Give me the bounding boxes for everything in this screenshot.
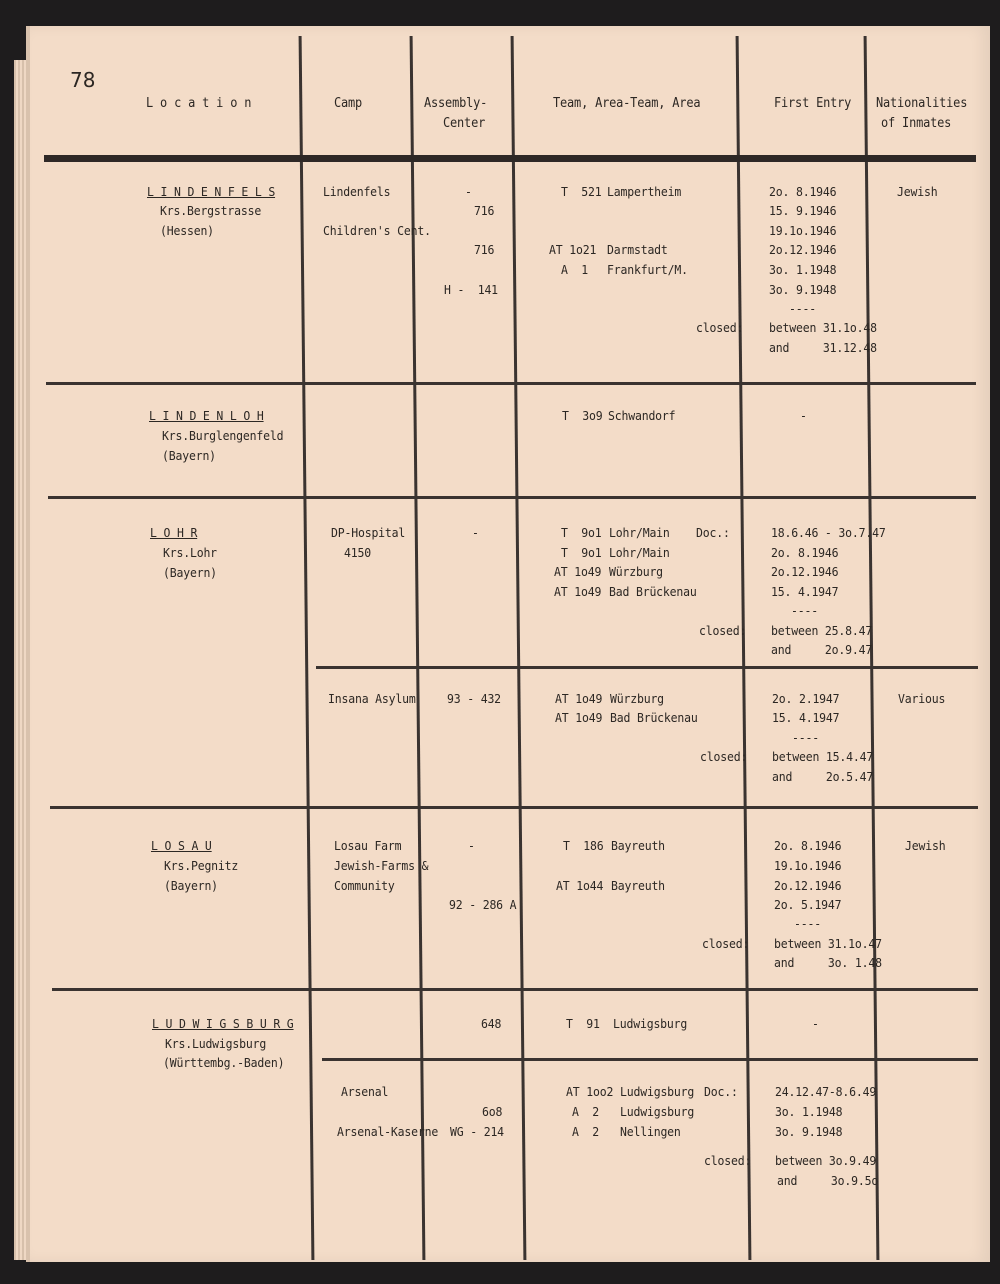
team-code: A 2 [572,1124,599,1139]
row-rule [48,496,976,499]
location-kreis: Krs.Pegnitz [164,858,239,873]
camp-name: Arsenal-Kaserne [337,1124,439,1139]
header-rule [44,155,976,162]
camp-name: Losau Farm [334,838,402,853]
entry-date: 2o.12.1946 [769,242,837,257]
location-name: L O H R [150,525,198,540]
header-assembly-line1: Assembly- [424,96,488,111]
doc-label: Doc.: [696,525,730,540]
team-place: Bad Brückenau [609,584,697,599]
camp-name: DP-Hospital [331,525,406,540]
assembly-center: 93 - 432 [447,691,501,706]
camp-number: 4150 [344,545,371,560]
row-rule [322,1058,978,1061]
closed-and: and 31.12.48 [769,340,877,355]
team-code: AT 1o49 [554,584,602,599]
entry-date: 19.1o.1946 [769,223,837,238]
team-place: Nellingen [620,1124,681,1139]
team-code: T 3o9 [562,408,603,423]
location-kreis: Krs.Burglengenfeld [162,428,284,443]
entry-date: 2o. 8.1946 [774,838,842,853]
team-place: Würzburg [610,691,664,706]
header-nationalities-line1: Nationalities [876,96,968,111]
camp-name: Community [334,878,395,893]
closed-label: closed: [696,320,744,335]
entry-date: - [812,1016,819,1031]
location-name: L U D W I G S B U R G [152,1016,294,1031]
entry-separator: ---- [789,301,816,316]
entry-date: 19.1o.1946 [774,858,842,873]
entry-date: 3o. 1.1948 [775,1104,843,1119]
team-place: Bayreuth [611,878,665,893]
team-code: AT 1o49 [554,564,602,579]
closed-label: closed: [702,936,750,951]
team-place: Bayreuth [611,838,665,853]
team-place: Schwandorf [608,408,676,423]
entry-date: 2o. 5.1947 [774,897,842,912]
header-location: L o c a t i o n [146,96,252,111]
header-assembly-line2: Center [443,116,486,131]
entry-date: 24.12.47-8.6.49 [775,1084,877,1099]
entry-date: 3o. 1.1948 [769,262,837,277]
team-place: Würzburg [609,564,663,579]
location-land: (Bayern) [162,448,216,463]
header-camp: Camp [334,96,363,111]
closed-between: between 3o.9.49 [775,1153,877,1168]
doc-label: Doc.: [704,1084,738,1099]
team-code: AT 1o49 [555,691,603,706]
entry-date: 2o. 8.1946 [769,184,837,199]
header-team: Team, Area-Team, Area [553,96,701,111]
assembly-center: H - 141 [444,282,498,297]
entry-separator: ---- [792,730,819,745]
location-land: (Bayern) [164,878,218,893]
team-code: A 2 [572,1104,599,1119]
closed-and: and 3o.9.5o [777,1173,879,1188]
header-first-entry: First Entry [774,96,852,111]
team-code: A 1 [561,262,588,277]
team-code: AT 1o49 [555,710,603,725]
closed-and: and 2o.5.47 [772,769,874,784]
closed-and: and 3o. 1.48 [774,955,882,970]
team-code: T 9o1 [561,545,602,560]
camp-name: Insana Asylum [328,691,416,706]
entry-date: 3o. 9.1948 [769,282,837,297]
team-place: Lampertheim [607,184,682,199]
nationality: Jewish [905,838,946,853]
closed-between: between 25.8.47 [771,623,873,638]
team-place: Bad Brückenau [610,710,698,725]
location-kreis: Krs.Bergstrasse [160,203,262,218]
team-code: AT 1o21 [549,242,597,257]
row-rule [46,382,976,385]
location-name: L O S A U [151,838,212,853]
entry-date: 15. 9.1946 [769,203,837,218]
closed-label: closed: [704,1153,752,1168]
entry-date: 18.6.46 - 3o.7.47 [771,525,886,540]
entry-date: 2o. 2.1947 [772,691,840,706]
assembly-center: WG - 214 [450,1124,504,1139]
closed-label: closed: [700,749,748,764]
team-place: Ludwigsburg [613,1016,688,1031]
team-place: Ludwigsburg [620,1084,695,1099]
assembly-center: - [472,525,479,540]
location-kreis: Krs.Ludwigsburg [165,1036,267,1051]
page-edge-stack [14,60,26,1260]
team-place: Ludwigsburg [620,1104,695,1119]
closed-between: between 31.1o.47 [774,936,882,951]
team-place: Darmstadt [607,242,668,257]
location-land: (Württembg.-Baden) [163,1055,285,1070]
entry-date: - [800,408,807,423]
assembly-center: 716 [474,203,495,218]
nationality: Various [898,691,946,706]
team-place: Frankfurt/M. [607,262,688,277]
nationality: Jewish [897,184,938,199]
entry-separator: ---- [794,916,821,931]
assembly-center: - [465,184,472,199]
row-rule [52,988,978,991]
assembly-center: 6o8 [482,1104,503,1119]
entry-date: 2o.12.1946 [771,564,839,579]
team-code: AT 1oo2 [566,1084,614,1099]
entry-date: 2o. 8.1946 [771,545,839,560]
location-name: L I N D E N L O H [149,408,264,423]
entry-date: 15. 4.1947 [772,710,840,725]
location-name: L I N D E N F E L S [147,184,276,199]
camp-name: Jewish-Farms & [334,858,429,873]
location-land: (Bayern) [163,565,217,580]
entry-date: 15. 4.1947 [771,584,839,599]
assembly-center: - [468,838,475,853]
entry-date: 2o.12.1946 [774,878,842,893]
team-place: Lohr/Main [609,545,670,560]
assembly-center: 92 - 286 A [449,897,517,912]
team-code: AT 1o44 [556,878,604,893]
row-rule [50,806,978,809]
page-number: 78 [70,68,96,92]
location-kreis: Krs.Lohr [163,545,217,560]
closed-between: between 31.1o.48 [769,320,877,335]
row-rule [316,666,978,669]
camp-name: Lindenfels [323,184,391,199]
location-land: (Hessen) [160,223,214,238]
closed-between: between 15.4.47 [772,749,874,764]
closed-label: closed: [699,623,747,638]
team-code: T 9o1 [561,525,602,540]
team-place: Lohr/Main [609,525,670,540]
camp-name: Arsenal [341,1084,389,1099]
closed-and: and 2o.9.47 [771,642,873,657]
assembly-center: 648 [481,1016,502,1031]
team-code: T 91 [566,1016,600,1031]
team-code: T 521 [561,184,602,199]
entry-date: 3o. 9.1948 [775,1124,843,1139]
assembly-center: 716 [474,242,495,257]
header-nationalities-line2: of Inmates [881,116,952,131]
team-code: T 186 [563,838,604,853]
entry-separator: ---- [791,603,818,618]
camp-name: Children's Cent. [323,223,431,238]
